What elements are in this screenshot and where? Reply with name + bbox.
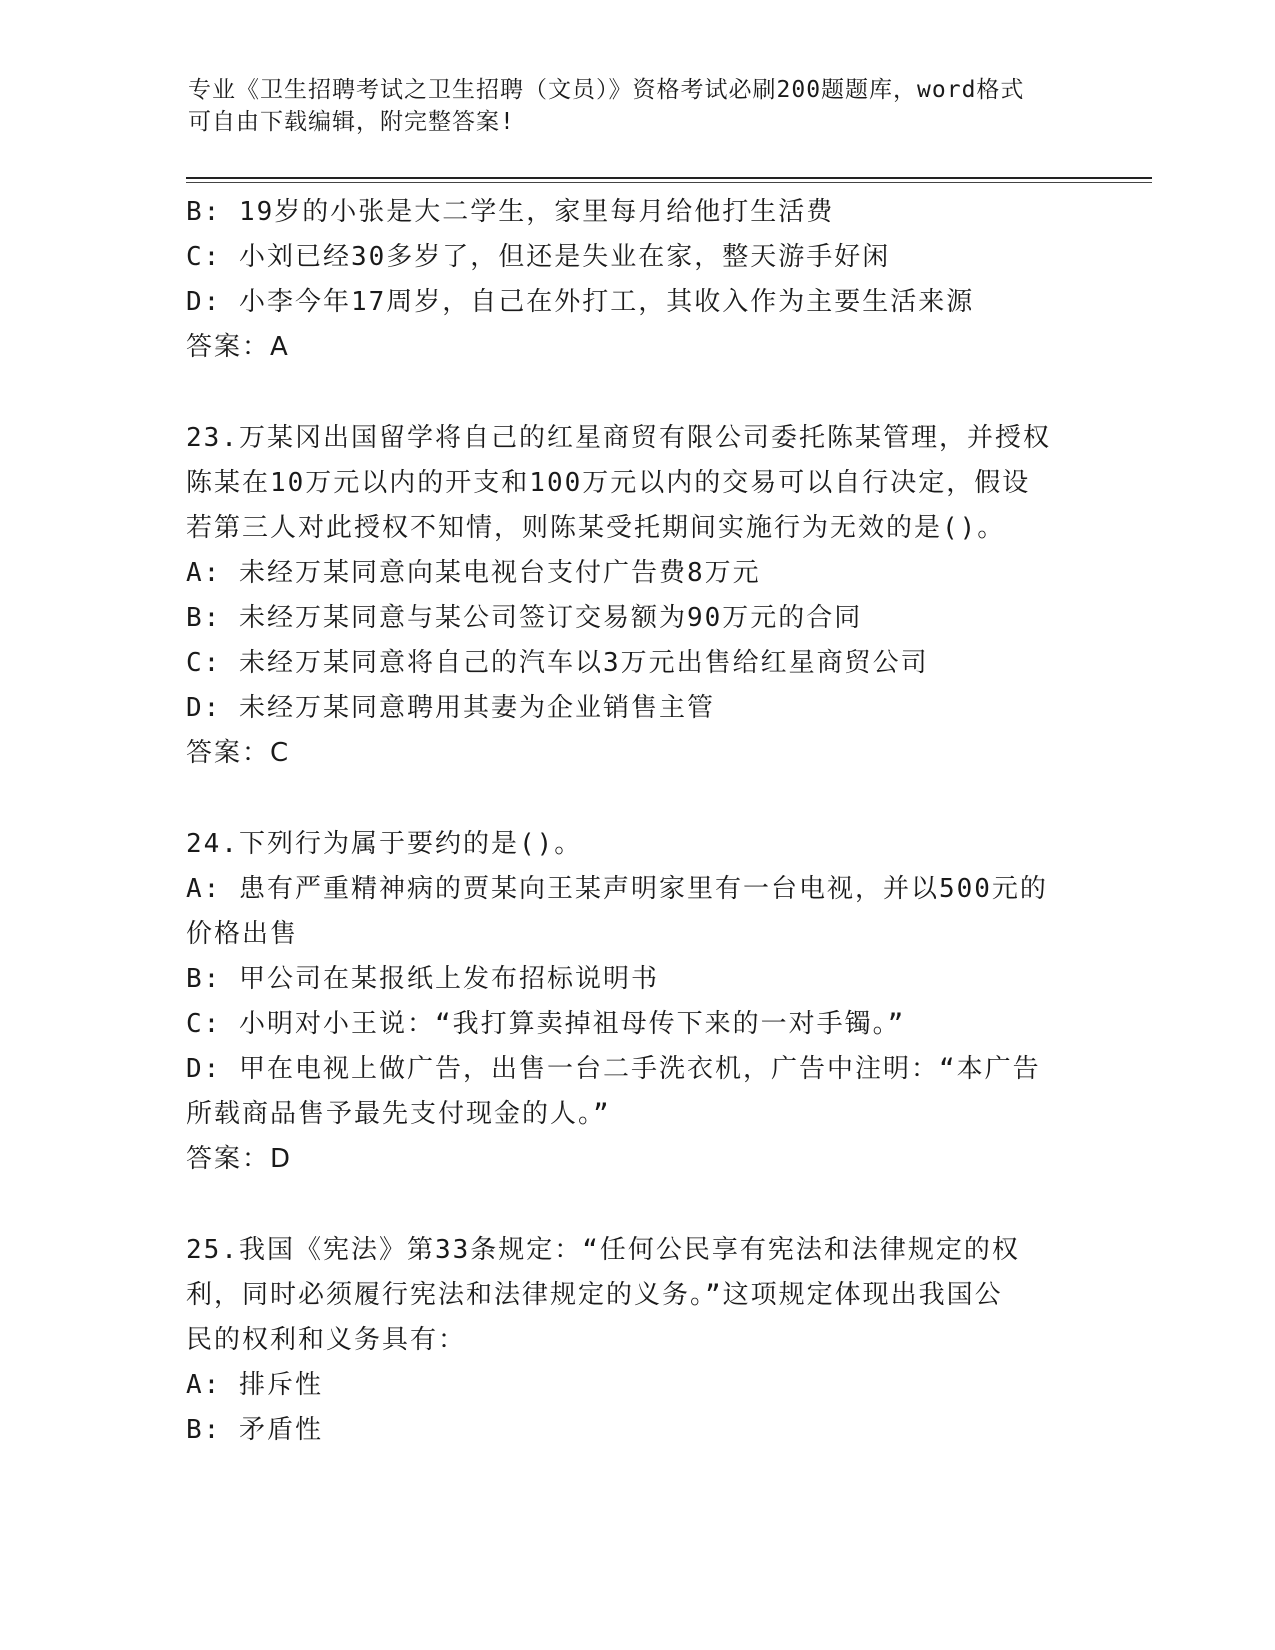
header-rule-thick xyxy=(186,177,1152,179)
question-stem-line: 利，同时必须履行宪法和法律规定的义务。”这项规定体现出我国公 xyxy=(186,1280,1003,1310)
option-a: A: 未经万某同意向某电视台支付广告费8万元 xyxy=(186,558,761,588)
option-b: B: 矛盾性 xyxy=(186,1415,323,1445)
question-stem-line: 民的权利和义务具有： xyxy=(186,1325,467,1355)
option-a-continued: 价格出售 xyxy=(186,919,299,949)
option-c: C: 小刘已经30多岁了，但还是失业在家，整天游手好闲 xyxy=(186,242,891,272)
option-d-continued: 所载商品售予最先支付现金的人。” xyxy=(186,1099,611,1129)
question-stem-line: 23.万某冈出国留学将自己的红星商贸有限公司委托陈某管理，并授权 xyxy=(186,423,1051,453)
option-b: B: 19岁的小张是大二学生，家里每月给他打生活费 xyxy=(186,197,835,227)
option-d: D: 未经万某同意聘用其妻为企业销售主管 xyxy=(186,693,715,723)
question-24 xyxy=(186,822,1076,1182)
question-23 xyxy=(186,416,1076,776)
option-d: D: 小李今年17周岁，自己在外打工，其收入作为主要生活来源 xyxy=(186,287,975,317)
option-c: C: 小明对小王说：“我打算卖掉祖母传下来的一对手镯。” xyxy=(186,1009,906,1039)
option-a: A: 患有严重精神病的贾某向王某声明家里有一台电视，并以500元的 xyxy=(186,874,1048,904)
option-a: A: 排斥性 xyxy=(186,1370,323,1400)
question-stem-line: 若第三人对此授权不知情，则陈某受托期间实施行为无效的是()。 xyxy=(186,513,1006,543)
document-header xyxy=(188,74,1068,138)
option-b: B: 未经万某同意与某公司签订交易额为90万元的合同 xyxy=(186,603,863,633)
question-stem-line: 陈某在10万元以内的开支和100万元以内的交易可以自行决定，假设 xyxy=(186,468,1031,498)
question-stem-line: 25.我国《宪法》第33条规定：“任何公民享有宪法和法律规定的权 xyxy=(186,1235,1020,1265)
question-25 xyxy=(186,1228,1076,1453)
spacer xyxy=(186,370,1076,416)
answer-label: 答案：C xyxy=(186,738,291,768)
question-stem-line: 24.下列行为属于要约的是()。 xyxy=(186,829,583,859)
question-list xyxy=(186,190,1076,1453)
spacer xyxy=(186,776,1076,822)
answer-label: 答案：D xyxy=(186,1144,293,1174)
option-d: D: 甲在电视上做广告，出售一台二手洗衣机，广告中注明：“本广告 xyxy=(186,1054,1041,1084)
header-title-line-1: 专业《卫生招聘考试之卫生招聘（文员）》资格考试必刷200题题库，word格式 xyxy=(188,77,1025,103)
header-title-line-2: 可自由下载编辑，附完整答案! xyxy=(188,109,515,135)
question-22-tail xyxy=(186,190,1076,370)
header-rule-thin xyxy=(186,182,1152,183)
spacer xyxy=(186,1182,1076,1228)
option-c: C: 未经万某同意将自己的汽车以3万元出售给红星商贸公司 xyxy=(186,648,929,678)
option-b: B: 甲公司在某报纸上发布招标说明书 xyxy=(186,964,659,994)
answer-label: 答案：A xyxy=(186,332,290,362)
